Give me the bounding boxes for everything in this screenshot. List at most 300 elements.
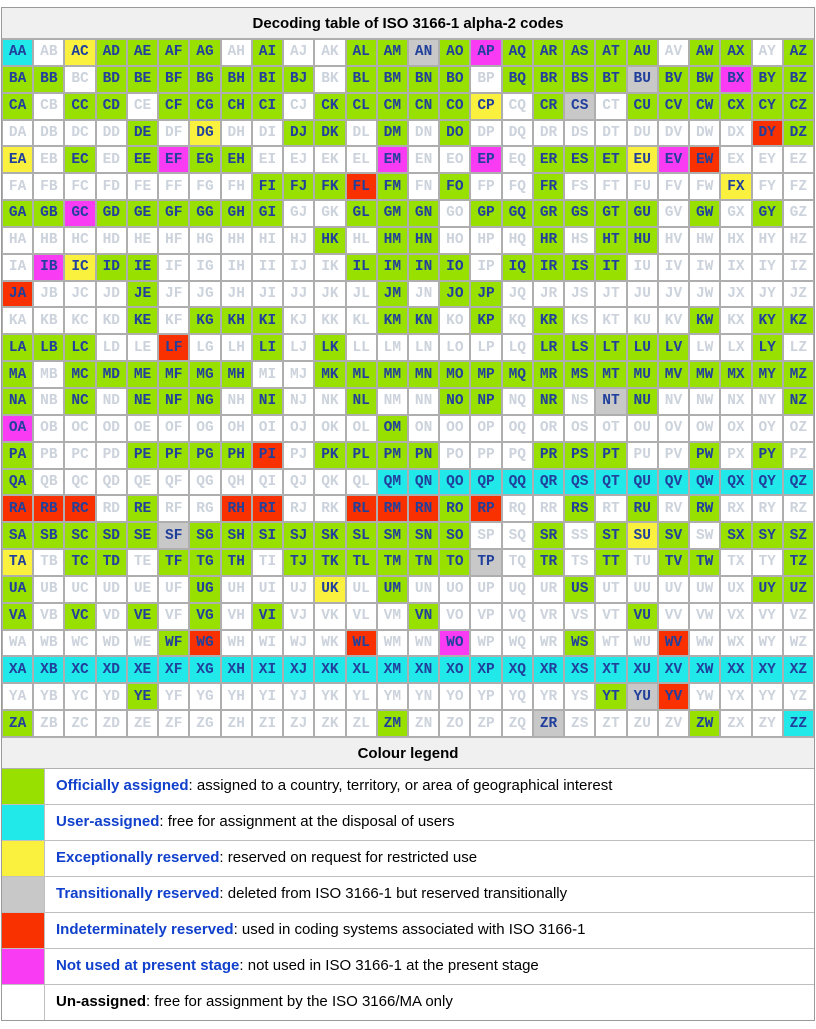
code-cell-KH[interactable]: KH: [221, 307, 252, 334]
code-cell-RS[interactable]: RS: [564, 495, 595, 522]
code-cell-BU[interactable]: BU: [627, 66, 658, 93]
code-cell-EW[interactable]: EW: [689, 146, 720, 173]
code-cell-IL[interactable]: IL: [346, 254, 377, 281]
code-cell-UZ[interactable]: UZ: [783, 576, 814, 603]
code-cell-CH[interactable]: CH: [221, 93, 252, 120]
code-cell-XL[interactable]: XL: [346, 656, 377, 683]
code-cell-PF[interactable]: PF: [158, 442, 189, 469]
code-cell-WV[interactable]: WV: [658, 630, 689, 657]
code-cell-DE[interactable]: DE: [127, 120, 158, 147]
code-cell-XQ[interactable]: XQ: [502, 656, 533, 683]
code-cell-NE[interactable]: NE: [127, 388, 158, 415]
code-cell-BH[interactable]: BH: [221, 66, 252, 93]
code-cell-PI[interactable]: PI: [252, 442, 283, 469]
code-cell-FL[interactable]: FL: [346, 173, 377, 200]
code-cell-AR[interactable]: AR: [533, 39, 564, 66]
code-cell-LU[interactable]: LU: [627, 334, 658, 361]
code-cell-GL[interactable]: GL: [346, 200, 377, 227]
code-cell-PH[interactable]: PH: [221, 442, 252, 469]
code-cell-HM[interactable]: HM: [377, 227, 408, 254]
code-cell-IB[interactable]: IB: [33, 254, 64, 281]
code-cell-YE[interactable]: YE: [127, 683, 158, 710]
code-cell-MT[interactable]: MT: [595, 361, 626, 388]
code-cell-IE[interactable]: IE: [127, 254, 158, 281]
code-cell-QZ[interactable]: QZ: [783, 469, 814, 496]
code-cell-PW[interactable]: PW: [689, 442, 720, 469]
code-cell-IN[interactable]: IN: [408, 254, 439, 281]
code-cell-GN[interactable]: GN: [408, 200, 439, 227]
code-cell-GP[interactable]: GP: [470, 200, 501, 227]
code-cell-WF[interactable]: WF: [158, 630, 189, 657]
code-cell-MV[interactable]: MV: [658, 361, 689, 388]
code-cell-CP[interactable]: CP: [470, 93, 501, 120]
code-cell-BJ[interactable]: BJ: [283, 66, 314, 93]
code-cell-HN[interactable]: HN: [408, 227, 439, 254]
code-cell-FO[interactable]: FO: [439, 173, 470, 200]
code-cell-GG[interactable]: GG: [189, 200, 220, 227]
code-cell-NC[interactable]: NC: [64, 388, 95, 415]
code-cell-XG[interactable]: XG: [189, 656, 220, 683]
code-cell-EV[interactable]: EV: [658, 146, 689, 173]
code-cell-SC[interactable]: SC: [64, 522, 95, 549]
code-cell-XI[interactable]: XI: [252, 656, 283, 683]
code-cell-UK[interactable]: UK: [314, 576, 345, 603]
code-cell-AG[interactable]: AG: [189, 39, 220, 66]
code-cell-QS[interactable]: QS: [564, 469, 595, 496]
code-cell-MZ[interactable]: MZ: [783, 361, 814, 388]
legend-term-exceptionally_reserved[interactable]: Exceptionally reserved: [56, 848, 220, 866]
code-cell-VN[interactable]: VN: [408, 603, 439, 630]
code-cell-LY[interactable]: LY: [752, 334, 783, 361]
code-cell-SZ[interactable]: SZ: [783, 522, 814, 549]
code-cell-LA[interactable]: LA: [2, 334, 33, 361]
code-cell-GT[interactable]: GT: [595, 200, 626, 227]
code-cell-XW[interactable]: XW: [689, 656, 720, 683]
code-cell-AE[interactable]: AE: [127, 39, 158, 66]
code-cell-NF[interactable]: NF: [158, 388, 189, 415]
code-cell-RE[interactable]: RE: [127, 495, 158, 522]
code-cell-RA[interactable]: RA: [2, 495, 33, 522]
code-cell-GQ[interactable]: GQ: [502, 200, 533, 227]
code-cell-GM[interactable]: GM: [377, 200, 408, 227]
code-cell-AD[interactable]: AD: [96, 39, 127, 66]
legend-term-indeterminately_reserved[interactable]: Indeterminately reserved: [56, 920, 234, 938]
code-cell-TN[interactable]: TN: [408, 549, 439, 576]
code-cell-BV[interactable]: BV: [658, 66, 689, 93]
code-cell-KM[interactable]: KM: [377, 307, 408, 334]
code-cell-PG[interactable]: PG: [189, 442, 220, 469]
code-cell-SJ[interactable]: SJ: [283, 522, 314, 549]
code-cell-LI[interactable]: LI: [252, 334, 283, 361]
code-cell-DG[interactable]: DG: [189, 120, 220, 147]
legend-term-not_used[interactable]: Not used at present stage: [56, 956, 240, 974]
code-cell-JO[interactable]: JO: [439, 281, 470, 308]
code-cell-BR[interactable]: BR: [533, 66, 564, 93]
code-cell-PM[interactable]: PM: [377, 442, 408, 469]
code-cell-ID[interactable]: ID: [96, 254, 127, 281]
code-cell-XT[interactable]: XT: [595, 656, 626, 683]
code-cell-ZA[interactable]: ZA: [2, 710, 33, 737]
code-cell-QT[interactable]: QT: [595, 469, 626, 496]
code-cell-XV[interactable]: XV: [658, 656, 689, 683]
code-cell-HK[interactable]: HK: [314, 227, 345, 254]
code-cell-ZM[interactable]: ZM: [377, 710, 408, 737]
code-cell-TH[interactable]: TH: [221, 549, 252, 576]
code-cell-ST[interactable]: ST: [595, 522, 626, 549]
code-cell-SI[interactable]: SI: [252, 522, 283, 549]
code-cell-NP[interactable]: NP: [470, 388, 501, 415]
code-cell-CS[interactable]: CS: [564, 93, 595, 120]
code-cell-WG[interactable]: WG: [189, 630, 220, 657]
code-cell-TJ[interactable]: TJ: [283, 549, 314, 576]
code-cell-JM[interactable]: JM: [377, 281, 408, 308]
code-cell-MY[interactable]: MY: [752, 361, 783, 388]
code-cell-AN[interactable]: AN: [408, 39, 439, 66]
code-cell-TL[interactable]: TL: [346, 549, 377, 576]
code-cell-XO[interactable]: XO: [439, 656, 470, 683]
code-cell-AM[interactable]: AM: [377, 39, 408, 66]
code-cell-BT[interactable]: BT: [595, 66, 626, 93]
code-cell-EA[interactable]: EA: [2, 146, 33, 173]
code-cell-DZ[interactable]: DZ: [783, 120, 814, 147]
code-cell-JP[interactable]: JP: [470, 281, 501, 308]
code-cell-DO[interactable]: DO: [439, 120, 470, 147]
code-cell-PS[interactable]: PS: [564, 442, 595, 469]
code-cell-CY[interactable]: CY: [752, 93, 783, 120]
code-cell-AS[interactable]: AS: [564, 39, 595, 66]
code-cell-AL[interactable]: AL: [346, 39, 377, 66]
code-cell-QO[interactable]: QO: [439, 469, 470, 496]
code-cell-XA[interactable]: XA: [2, 656, 33, 683]
code-cell-RN[interactable]: RN: [408, 495, 439, 522]
code-cell-GD[interactable]: GD: [96, 200, 127, 227]
code-cell-BW[interactable]: BW: [689, 66, 720, 93]
code-cell-MO[interactable]: MO: [439, 361, 470, 388]
code-cell-PE[interactable]: PE: [127, 442, 158, 469]
code-cell-WO[interactable]: WO: [439, 630, 470, 657]
code-cell-FM[interactable]: FM: [377, 173, 408, 200]
code-cell-QX[interactable]: QX: [720, 469, 751, 496]
code-cell-ME[interactable]: ME: [127, 361, 158, 388]
code-cell-QP[interactable]: QP: [470, 469, 501, 496]
code-cell-HR[interactable]: HR: [533, 227, 564, 254]
code-cell-TT[interactable]: TT: [595, 549, 626, 576]
code-cell-XJ[interactable]: XJ: [283, 656, 314, 683]
code-cell-NI[interactable]: NI: [252, 388, 283, 415]
code-cell-XD[interactable]: XD: [96, 656, 127, 683]
code-cell-CK[interactable]: CK: [314, 93, 345, 120]
code-cell-ML[interactable]: ML: [346, 361, 377, 388]
code-cell-TO[interactable]: TO: [439, 549, 470, 576]
code-cell-KY[interactable]: KY: [752, 307, 783, 334]
code-cell-AA[interactable]: AA: [2, 39, 33, 66]
code-cell-MW[interactable]: MW: [689, 361, 720, 388]
code-cell-NR[interactable]: NR: [533, 388, 564, 415]
code-cell-VU[interactable]: VU: [627, 603, 658, 630]
code-cell-NL[interactable]: NL: [346, 388, 377, 415]
code-cell-OM[interactable]: OM: [377, 415, 408, 442]
code-cell-CA[interactable]: CA: [2, 93, 33, 120]
code-cell-KR[interactable]: KR: [533, 307, 564, 334]
code-cell-GS[interactable]: GS: [564, 200, 595, 227]
code-cell-SO[interactable]: SO: [439, 522, 470, 549]
code-cell-QN[interactable]: QN: [408, 469, 439, 496]
code-cell-RW[interactable]: RW: [689, 495, 720, 522]
code-cell-LK[interactable]: LK: [314, 334, 345, 361]
code-cell-TV[interactable]: TV: [658, 549, 689, 576]
code-cell-SG[interactable]: SG: [189, 522, 220, 549]
code-cell-SY[interactable]: SY: [752, 522, 783, 549]
code-cell-PK[interactable]: PK: [314, 442, 345, 469]
code-cell-CD[interactable]: CD: [96, 93, 127, 120]
code-cell-SU[interactable]: SU: [627, 522, 658, 549]
code-cell-XR[interactable]: XR: [533, 656, 564, 683]
code-cell-IR[interactable]: IR: [533, 254, 564, 281]
code-cell-SV[interactable]: SV: [658, 522, 689, 549]
code-cell-UG[interactable]: UG: [189, 576, 220, 603]
code-cell-DK[interactable]: DK: [314, 120, 345, 147]
code-cell-CZ[interactable]: CZ: [783, 93, 814, 120]
code-cell-BF[interactable]: BF: [158, 66, 189, 93]
code-cell-BL[interactable]: BL: [346, 66, 377, 93]
code-cell-MM[interactable]: MM: [377, 361, 408, 388]
code-cell-CC[interactable]: CC: [64, 93, 95, 120]
code-cell-LB[interactable]: LB: [33, 334, 64, 361]
code-cell-HT[interactable]: HT: [595, 227, 626, 254]
code-cell-PR[interactable]: PR: [533, 442, 564, 469]
code-cell-UY[interactable]: UY: [752, 576, 783, 603]
code-cell-ZW[interactable]: ZW: [689, 710, 720, 737]
code-cell-HU[interactable]: HU: [627, 227, 658, 254]
code-cell-IC[interactable]: IC: [64, 254, 95, 281]
code-cell-JA[interactable]: JA: [2, 281, 33, 308]
code-cell-CO[interactable]: CO: [439, 93, 470, 120]
code-cell-MH[interactable]: MH: [221, 361, 252, 388]
code-cell-GA[interactable]: GA: [2, 200, 33, 227]
code-cell-AX[interactable]: AX: [720, 39, 751, 66]
code-cell-XY[interactable]: XY: [752, 656, 783, 683]
code-cell-NT[interactable]: NT: [595, 388, 626, 415]
code-cell-CN[interactable]: CN: [408, 93, 439, 120]
code-cell-BZ[interactable]: BZ: [783, 66, 814, 93]
code-cell-XB[interactable]: XB: [33, 656, 64, 683]
code-cell-ZZ[interactable]: ZZ: [783, 710, 814, 737]
code-cell-RI[interactable]: RI: [252, 495, 283, 522]
code-cell-TA[interactable]: TA: [2, 549, 33, 576]
code-cell-TC[interactable]: TC: [64, 549, 95, 576]
code-cell-BM[interactable]: BM: [377, 66, 408, 93]
code-cell-BS[interactable]: BS: [564, 66, 595, 93]
code-cell-PL[interactable]: PL: [346, 442, 377, 469]
code-cell-RM[interactable]: RM: [377, 495, 408, 522]
code-cell-MU[interactable]: MU: [627, 361, 658, 388]
code-cell-AF[interactable]: AF: [158, 39, 189, 66]
code-cell-CI[interactable]: CI: [252, 93, 283, 120]
code-cell-YV[interactable]: YV: [658, 683, 689, 710]
code-cell-LF[interactable]: LF: [158, 334, 189, 361]
code-cell-QR[interactable]: QR: [533, 469, 564, 496]
code-cell-DM[interactable]: DM: [377, 120, 408, 147]
code-cell-BQ[interactable]: BQ: [502, 66, 533, 93]
code-cell-EM[interactable]: EM: [377, 146, 408, 173]
code-cell-RL[interactable]: RL: [346, 495, 377, 522]
code-cell-XC[interactable]: XC: [64, 656, 95, 683]
code-cell-IS[interactable]: IS: [564, 254, 595, 281]
code-cell-SA[interactable]: SA: [2, 522, 33, 549]
code-cell-TM[interactable]: TM: [377, 549, 408, 576]
code-cell-XZ[interactable]: XZ: [783, 656, 814, 683]
code-cell-IQ[interactable]: IQ: [502, 254, 533, 281]
code-cell-AW[interactable]: AW: [689, 39, 720, 66]
code-cell-SH[interactable]: SH: [221, 522, 252, 549]
legend-term-officially_assigned[interactable]: Officially assigned: [56, 776, 189, 794]
code-cell-CX[interactable]: CX: [720, 93, 751, 120]
code-cell-LT[interactable]: LT: [595, 334, 626, 361]
code-cell-XU[interactable]: XU: [627, 656, 658, 683]
code-cell-UM[interactable]: UM: [377, 576, 408, 603]
code-cell-SM[interactable]: SM: [377, 522, 408, 549]
code-cell-VC[interactable]: VC: [64, 603, 95, 630]
code-cell-AC[interactable]: AC: [64, 39, 95, 66]
code-cell-NU[interactable]: NU: [627, 388, 658, 415]
code-cell-AT[interactable]: AT: [595, 39, 626, 66]
code-cell-KI[interactable]: KI: [252, 307, 283, 334]
code-cell-GU[interactable]: GU: [627, 200, 658, 227]
code-cell-XF[interactable]: XF: [158, 656, 189, 683]
code-cell-YT[interactable]: YT: [595, 683, 626, 710]
code-cell-KP[interactable]: KP: [470, 307, 501, 334]
code-cell-ET[interactable]: ET: [595, 146, 626, 173]
code-cell-GB[interactable]: GB: [33, 200, 64, 227]
code-cell-US[interactable]: US: [564, 576, 595, 603]
code-cell-GE[interactable]: GE: [127, 200, 158, 227]
code-cell-YU[interactable]: YU: [627, 683, 658, 710]
code-cell-EU[interactable]: EU: [627, 146, 658, 173]
code-cell-LC[interactable]: LC: [64, 334, 95, 361]
code-cell-DJ[interactable]: DJ: [283, 120, 314, 147]
code-cell-GR[interactable]: GR: [533, 200, 564, 227]
code-cell-SX[interactable]: SX: [720, 522, 751, 549]
code-cell-NA[interactable]: NA: [2, 388, 33, 415]
code-cell-QQ[interactable]: QQ: [502, 469, 533, 496]
code-cell-AO[interactable]: AO: [439, 39, 470, 66]
code-cell-MG[interactable]: MG: [189, 361, 220, 388]
code-cell-KW[interactable]: KW: [689, 307, 720, 334]
code-cell-KN[interactable]: KN: [408, 307, 439, 334]
code-cell-LR[interactable]: LR: [533, 334, 564, 361]
code-cell-GY[interactable]: GY: [752, 200, 783, 227]
code-cell-UA[interactable]: UA: [2, 576, 33, 603]
code-cell-EG[interactable]: EG: [189, 146, 220, 173]
code-cell-VE[interactable]: VE: [127, 603, 158, 630]
code-cell-KE[interactable]: KE: [127, 307, 158, 334]
code-cell-TR[interactable]: TR: [533, 549, 564, 576]
code-cell-XE[interactable]: XE: [127, 656, 158, 683]
code-cell-AQ[interactable]: AQ: [502, 39, 533, 66]
code-cell-RH[interactable]: RH: [221, 495, 252, 522]
code-cell-MC[interactable]: MC: [64, 361, 95, 388]
code-cell-BD[interactable]: BD: [96, 66, 127, 93]
code-cell-RB[interactable]: RB: [33, 495, 64, 522]
code-cell-NZ[interactable]: NZ: [783, 388, 814, 415]
code-cell-XM[interactable]: XM: [377, 656, 408, 683]
code-cell-MP[interactable]: MP: [470, 361, 501, 388]
code-cell-BX[interactable]: BX: [720, 66, 751, 93]
code-cell-BE[interactable]: BE: [127, 66, 158, 93]
code-cell-TP[interactable]: TP: [470, 549, 501, 576]
code-cell-KZ[interactable]: KZ: [783, 307, 814, 334]
code-cell-CM[interactable]: CM: [377, 93, 408, 120]
code-cell-BI[interactable]: BI: [252, 66, 283, 93]
code-cell-RU[interactable]: RU: [627, 495, 658, 522]
code-cell-NO[interactable]: NO: [439, 388, 470, 415]
code-cell-TZ[interactable]: TZ: [783, 549, 814, 576]
code-cell-SL[interactable]: SL: [346, 522, 377, 549]
code-cell-AU[interactable]: AU: [627, 39, 658, 66]
code-cell-MF[interactable]: MF: [158, 361, 189, 388]
code-cell-QU[interactable]: QU: [627, 469, 658, 496]
code-cell-FK[interactable]: FK: [314, 173, 345, 200]
code-cell-GI[interactable]: GI: [252, 200, 283, 227]
code-cell-GW[interactable]: GW: [689, 200, 720, 227]
code-cell-OA[interactable]: OA: [2, 415, 33, 442]
code-cell-AZ[interactable]: AZ: [783, 39, 814, 66]
code-cell-VG[interactable]: VG: [189, 603, 220, 630]
code-cell-MQ[interactable]: MQ: [502, 361, 533, 388]
code-cell-CW[interactable]: CW: [689, 93, 720, 120]
code-cell-RC[interactable]: RC: [64, 495, 95, 522]
code-cell-MS[interactable]: MS: [564, 361, 595, 388]
code-cell-XP[interactable]: XP: [470, 656, 501, 683]
code-cell-ER[interactable]: ER: [533, 146, 564, 173]
code-cell-RO[interactable]: RO: [439, 495, 470, 522]
code-cell-QW[interactable]: QW: [689, 469, 720, 496]
code-cell-TK[interactable]: TK: [314, 549, 345, 576]
code-cell-PT[interactable]: PT: [595, 442, 626, 469]
code-cell-EC[interactable]: EC: [64, 146, 95, 173]
legend-term-transitionally_reserved[interactable]: Transitionally reserved: [56, 884, 220, 902]
legend-term-user_assigned[interactable]: User-assigned: [56, 812, 160, 830]
code-cell-RP[interactable]: RP: [470, 495, 501, 522]
code-cell-BG[interactable]: BG: [189, 66, 220, 93]
code-cell-CU[interactable]: CU: [627, 93, 658, 120]
code-cell-SK[interactable]: SK: [314, 522, 345, 549]
code-cell-DY[interactable]: DY: [752, 120, 783, 147]
code-cell-GH[interactable]: GH: [221, 200, 252, 227]
code-cell-SD[interactable]: SD: [96, 522, 127, 549]
code-cell-WL[interactable]: WL: [346, 630, 377, 657]
code-cell-CF[interactable]: CF: [158, 93, 189, 120]
code-cell-QM[interactable]: QM: [377, 469, 408, 496]
code-cell-XS[interactable]: XS: [564, 656, 595, 683]
code-cell-BO[interactable]: BO: [439, 66, 470, 93]
code-cell-AP[interactable]: AP: [470, 39, 501, 66]
code-cell-FI[interactable]: FI: [252, 173, 283, 200]
code-cell-ZR[interactable]: ZR: [533, 710, 564, 737]
code-cell-MR[interactable]: MR: [533, 361, 564, 388]
code-cell-BA[interactable]: BA: [2, 66, 33, 93]
code-cell-MN[interactable]: MN: [408, 361, 439, 388]
code-cell-SF[interactable]: SF: [158, 522, 189, 549]
code-cell-FX[interactable]: FX: [720, 173, 751, 200]
code-cell-MK[interactable]: MK: [314, 361, 345, 388]
code-cell-MA[interactable]: MA: [2, 361, 33, 388]
code-cell-AI[interactable]: AI: [252, 39, 283, 66]
code-cell-FR[interactable]: FR: [533, 173, 564, 200]
code-cell-GC[interactable]: GC: [64, 200, 95, 227]
code-cell-VA[interactable]: VA: [2, 603, 33, 630]
code-cell-PN[interactable]: PN: [408, 442, 439, 469]
